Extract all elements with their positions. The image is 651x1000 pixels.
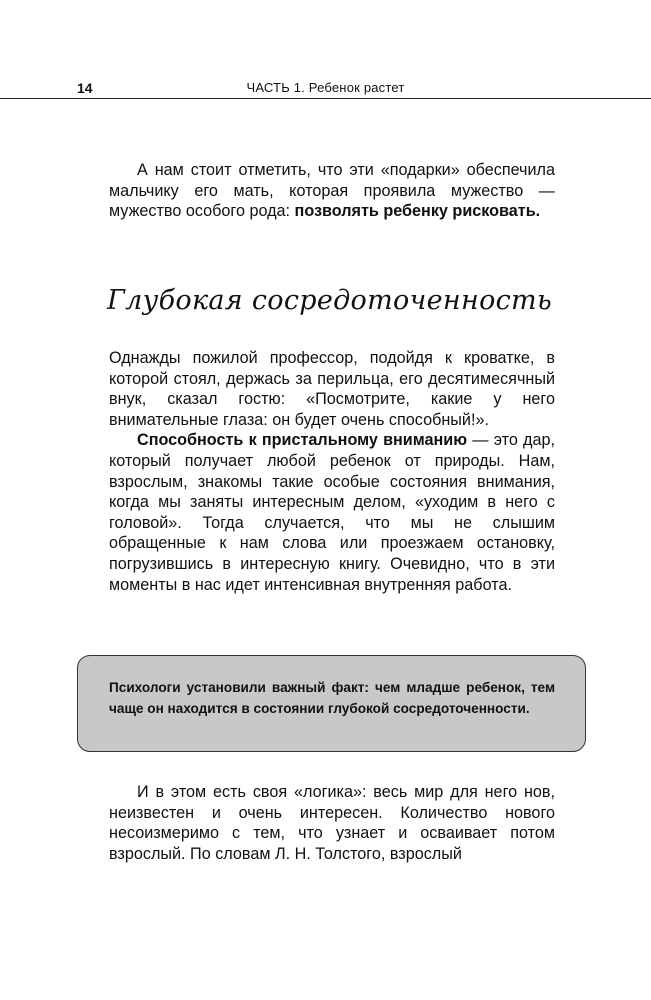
- callout-text: Психологи установили важный факт: чем младше ребенок, тем чаще он находится в состоянии глубокой сосредоточенности.: [109, 680, 555, 716]
- callout-box: [77, 655, 586, 752]
- header-rule: [0, 98, 651, 99]
- intro-bold-text: позволять ребенку рисковать.: [294, 202, 541, 221]
- paragraph-3: И в этом есть своя «логика»: весь мир для него нов, неизвестен и очень интересен. Количество нового несоизмеримо с тем, что узнает и осваивает потом взрослый. По словам Л. Н. Толстого, взрослый: [109, 783, 555, 863]
- running-head: ЧАСТЬ 1. Ребенок растет: [246, 80, 405, 95]
- main-text: [109, 348, 555, 595]
- page-number: 14: [77, 80, 93, 96]
- paragraph-2-bold: Способность к пристальному вниманию: [137, 431, 468, 450]
- section-title: Глубокая сосредоточенность: [107, 285, 552, 316]
- paragraph-2-text: — это дар, который получает любой ребенок от природы. Нам, взрослым, знакомы такие особые состояния внимания, когда мы заняты интересным делом, «уходим в него с головой». Тогда случается, что мы не слышим обращенные к нам слова или проезжаем остановку, погрузившись в интересную книгу. Очевидно, что в эти моменты в нас идет интенсивная внутренняя работа.: [109, 431, 555, 594]
- paragraph-2: [109, 430, 555, 595]
- intro-text: А нам стоит отметить, что эти «подарки» обеспечила мальчику его мать, которая проявила мужество — мужество особого рода:: [109, 161, 555, 221]
- paragraph-3-block: [109, 782, 555, 864]
- page-header: [0, 78, 651, 98]
- intro-paragraph: [109, 160, 555, 222]
- paragraph-1: Однажды пожилой профессор, подойдя к кроватке, в которой стоял, держась за перильца, его десятимесячный внук, сказал гостю: «Посмотрите, какие у него внимательные глаза: он будет очень способный!».: [109, 349, 555, 429]
